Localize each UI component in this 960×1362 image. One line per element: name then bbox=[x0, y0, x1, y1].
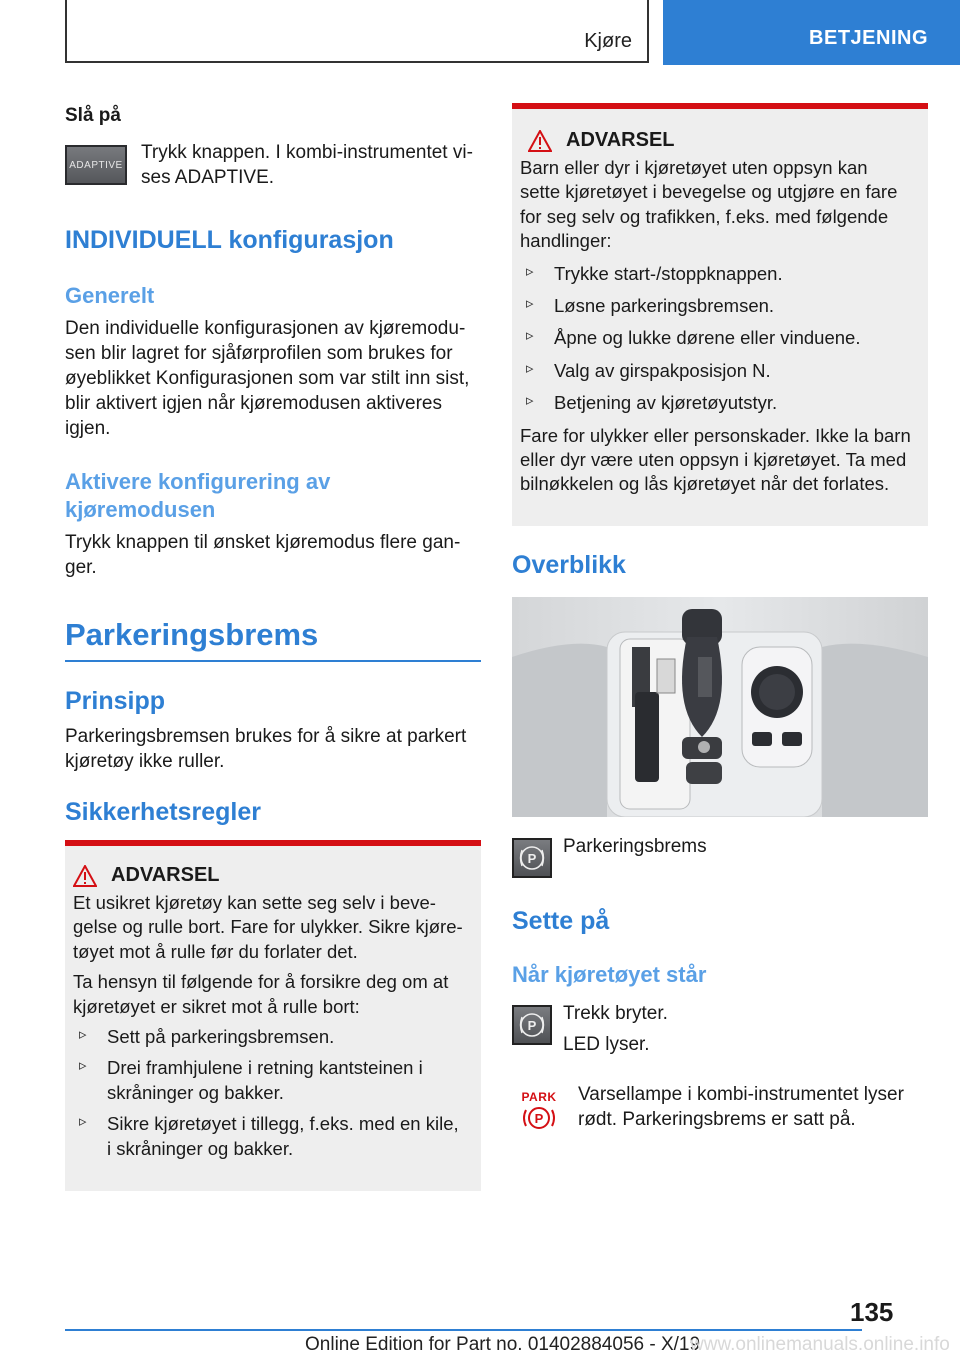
svg-text:P: P bbox=[527, 851, 537, 866]
warning-triangle-icon bbox=[73, 865, 97, 887]
list-item: ▹ Sett på parkeringsbremsen. bbox=[79, 1026, 335, 1048]
warning-title: ADVARSEL bbox=[73, 864, 473, 887]
triangle-bullet-icon: ▹ bbox=[526, 327, 534, 345]
footer-edition: Online Edition for Part no. 01402884056 - X/19 bbox=[305, 1334, 701, 1355]
warning-paragraph-1: Barn eller dyr i kjøretøyet uten oppsyn kan sette kjøretøyet i bevegelse og utgjøre en fare for seg selv og trafikken, f.eks. med følgende handlinger: bbox=[520, 157, 898, 252]
sla-pa-text: Trykk knappen. I kombi-instrumentet vi- ses ADAPTIVE. bbox=[141, 142, 473, 189]
svg-text:P: P bbox=[534, 1111, 544, 1126]
list-item: ▹ Valg av girspakposisjon N. bbox=[526, 359, 771, 381]
svg-text:P: P bbox=[527, 1018, 537, 1033]
footer-rule bbox=[65, 1329, 862, 1331]
footer-watermark: www.onlinemanuals.online.info bbox=[690, 1334, 950, 1355]
chapter-label: BETJENING bbox=[809, 27, 928, 49]
warning-paragraph-1: Et usikret kjøretøy kan sette seg selv i beve- gelse og rulle bort. Fare for ulykker. Sikre kjøre- tøyet mot å rulle før du forlater det. bbox=[73, 892, 463, 962]
center-console-illustration bbox=[512, 597, 928, 817]
prinsipp-paragraph: Parkeringsbremsen brukes for å sikre at parkert kjøretøy ikke ruller. bbox=[65, 726, 467, 773]
park-lamp-description: Varsellampe i kombi-instrumentet lyser rødt. Parkeringsbrems er satt på. bbox=[578, 1084, 904, 1131]
triangle-bullet-icon: ▹ bbox=[526, 359, 534, 377]
list-item: ▹ Betjening av kjøretøyutstyr. bbox=[526, 392, 778, 414]
center-console-image bbox=[512, 597, 928, 817]
parking-brake-caption: Parkeringsbrems bbox=[563, 836, 707, 857]
warning-paragraph-2: Ta hensyn til følgende for å forsikre deg om at kjøretøyet er sikret mot å rulle bort: bbox=[73, 971, 449, 1017]
aktivere-paragraph: Trykk knappen til ønsket kjøremodus flere gan- ger. bbox=[65, 532, 461, 579]
list-item: ▹ Sikre kjøretøyet i tillegg, f.eks. med en kile, i skråninger og bakker. bbox=[79, 1113, 459, 1159]
sette-pa-steps: Trekk bryter. LED lyser. bbox=[563, 1003, 668, 1056]
list-item: ▹ Drei framhjulene i retning kantsteinen i skråninger og bakker. bbox=[79, 1057, 423, 1103]
parking-brake-icon bbox=[512, 838, 552, 878]
warning-list bbox=[73, 1025, 473, 1161]
header-section-title: Kjøre bbox=[584, 30, 632, 52]
sette-pa-heading: Sette på bbox=[512, 907, 610, 935]
heading-rule bbox=[65, 660, 481, 662]
list-item: ▹ Trykke start-/stoppknappen. bbox=[526, 262, 783, 284]
warning-list bbox=[520, 262, 920, 416]
warning-triangle-icon bbox=[528, 130, 552, 152]
parking-brake-switch-icon bbox=[512, 1005, 552, 1045]
generelt-paragraph: Den individuelle konfigurasjonen av kjøremodu- sen blir lagret for sjåførprofilen som brukes for øyeblikket Konfigurasjonen som var stilt inn sist, blir aktivert igjen når kjøremodusen aktiveres igjen. bbox=[65, 318, 470, 440]
warning-title: ADVARSEL bbox=[520, 129, 920, 152]
page-number: 135 bbox=[850, 1297, 894, 1327]
list-item: ▹ Åpne og lukke dørene eller vinduene. bbox=[526, 327, 861, 349]
warning-box-left bbox=[65, 840, 481, 1191]
triangle-bullet-icon: ▹ bbox=[79, 1113, 87, 1131]
warning-paragraph-2: Fare for ulykker eller personskader. Ikke la barn eller dyr være uten oppsyn i kjøretøyet. Ta med bilnøkkelen og lås kjøretøyet når det forlates. bbox=[520, 424, 911, 495]
triangle-bullet-icon: ▹ bbox=[79, 1026, 87, 1044]
warning-box-right bbox=[512, 103, 928, 526]
park-warning-lamp-icon: PARK P bbox=[521, 1090, 557, 1126]
individuell-heading: INDIVIDUELL konfigurasjon bbox=[65, 226, 394, 254]
header-chapter-tab bbox=[663, 0, 960, 65]
triangle-bullet-icon: ▹ bbox=[79, 1057, 87, 1075]
triangle-bullet-icon: ▹ bbox=[526, 392, 534, 410]
naar-heading: Når kjøretøyet står bbox=[512, 962, 707, 987]
sikkerhetsregler-heading: Sikkerhetsregler bbox=[65, 798, 261, 826]
prinsipp-heading: Prinsipp bbox=[65, 687, 166, 715]
aktivere-heading: Aktivere konfigurering av kjøremodusen bbox=[65, 469, 331, 522]
adaptive-button-icon: ADAPTIVE bbox=[65, 145, 127, 185]
header-frame bbox=[65, 0, 649, 63]
triangle-bullet-icon: ▹ bbox=[526, 295, 534, 313]
list-item: ▹ Løsne parkeringsbremsen. bbox=[526, 295, 775, 317]
sla-pa-title: Slå på bbox=[65, 105, 121, 126]
parkeringsbrems-heading: Parkeringsbrems bbox=[65, 617, 319, 652]
triangle-bullet-icon: ▹ bbox=[526, 262, 534, 280]
overblikk-heading: Overblikk bbox=[512, 551, 626, 579]
generelt-heading: Generelt bbox=[65, 283, 155, 308]
